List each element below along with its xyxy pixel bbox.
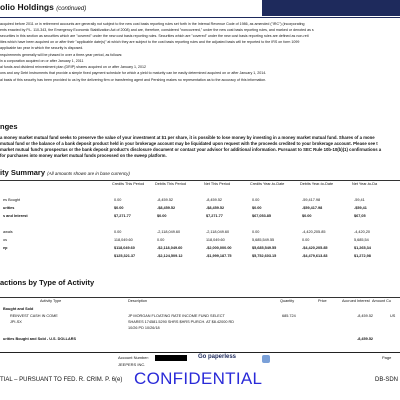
transaction-row-cont2: [0, 326, 400, 333]
transaction-activity: REINVEST CASH IN COME: [10, 314, 58, 318]
summary-cell: $0.00: [252, 206, 262, 210]
confidential-legend: TIAL – PURSUANT TO FED. R. CRIM. P. 6(e): [0, 377, 123, 383]
summary-row-label: ep: [3, 246, 8, 250]
summary-cell: 0.00: [157, 238, 165, 242]
summary-column-header: Debits This Period: [155, 182, 186, 186]
summary-column-header: Credits Year-to-Date: [250, 182, 285, 186]
summary-cell: -$1,999,187.75: [206, 254, 232, 258]
summary-cell: 5,685,549.55: [252, 238, 275, 242]
confidential-stamp: CONFIDENTIAL: [134, 369, 263, 388]
summary-column-header: Credits This Period: [112, 182, 145, 186]
col-description: Description: [128, 299, 147, 303]
summary-row: [0, 230, 400, 237]
page-title: olio Holdings (continued): [0, 2, 87, 12]
summary-cell: -59,41: [354, 198, 365, 202]
transactions-header-row: [0, 299, 400, 306]
basis-note-line: al funds and dividend reinvestment plan (DRIP) shares acquired on or after January 1, 2012: [0, 65, 147, 69]
summary-cell: -$2,124,509.12: [157, 254, 183, 258]
summary-column-header: Debits Year-to-Date: [300, 182, 334, 186]
footer-rule: [0, 352, 400, 353]
col-quantity: Quantity: [280, 299, 295, 303]
transactions-total-amount: -8,459.52: [357, 337, 374, 341]
summary-cell: $67,05: [354, 214, 366, 218]
summary-cell: $0.00: [114, 206, 124, 210]
summary-cell: $67,053.85: [252, 214, 272, 218]
summary-cell: 118,049.60: [206, 238, 225, 242]
summary-cell: -$2,118,049.60: [157, 246, 183, 250]
summary-row: [0, 246, 400, 253]
summary-cell: $1,272,98: [354, 254, 371, 258]
transaction-symbol: JPI-SX: [10, 320, 22, 324]
summary-cell: -$4,420,205.85: [302, 246, 328, 250]
summary-row-label: urities: [3, 206, 15, 210]
summary-cell: -$8,459.52: [206, 206, 225, 210]
transactions-total-row: [0, 337, 400, 344]
basis-note-line: requirements generally will be phased in over a three-year period, as follows:: [0, 53, 123, 57]
go-paperless-badge: Go paperless: [198, 354, 237, 360]
summary-cell: $7,271.77: [206, 214, 223, 218]
account-owner: JEEPERS INC.: [118, 362, 146, 367]
summary-cell: 0.00: [302, 238, 310, 242]
summary-column-header: Net Year-to-Da: [352, 182, 378, 186]
basis-note-line: applicable tax year in which the security is disposed.: [0, 46, 84, 50]
transactions-total-label: urities Bought and Sold - U.S. DOLLARS: [3, 337, 76, 341]
summary-cell: $118,049.60: [114, 246, 135, 250]
basis-note-line: al basis of this security has been provided to us by the delivering firm or transferring agent and Pershing makes no representation as to the accuracy of this information.: [0, 78, 267, 82]
summary-cell: -$2,000,000.00: [206, 246, 232, 250]
transactions-rule: [0, 297, 400, 298]
summary-row-label: awals: [3, 230, 13, 234]
summary-cell: 0.00: [252, 230, 260, 234]
summary-cell: -$59,41: [354, 206, 367, 210]
basis-note-line: in a corporation acquired on or after January 1, 2011: [0, 59, 84, 63]
transaction-quantity: 685.724: [282, 314, 296, 318]
header-bar: [262, 0, 400, 16]
summary-cell: -59,417.98: [302, 198, 321, 202]
changes-line: mutual fund or the balance of a bank deposit product held in your brokerage account may be liquidated upon request with the proceeds credited to your brokerage account. Please see t: [0, 141, 378, 146]
summary-cell: -4,420,20: [354, 230, 371, 234]
basis-note-line: ents enacted by P.L. 110-343, the Emergency Economic Stabilization Act of 2008) and are, therefore, considered "noncovered," under the new cost basis reporting rules, and marked or denoted as s: [0, 28, 314, 32]
col-accrued-interest: Accrued Interest: [342, 299, 370, 303]
summary-cell: -8,459.52: [157, 198, 174, 202]
summary-cell: -2,118,049.60: [157, 230, 181, 234]
summary-column-header: Net This Period: [204, 182, 231, 186]
summary-cell: $0.00: [157, 214, 167, 218]
summary-cell: $5,685,549.55: [252, 246, 277, 250]
summary-row: [0, 254, 400, 261]
summary-cell: $0.00: [302, 214, 312, 218]
pershing-logo-icon: [262, 355, 270, 363]
summary-cell: $1,265,34: [354, 246, 371, 250]
summary-row: [0, 214, 400, 221]
page-label: Page: [382, 355, 392, 360]
changes-line: for purchases into money market mutual funds processed on the sweep platform.: [0, 153, 167, 158]
summary-cell: -$59,417.98: [302, 206, 323, 210]
summary-row: [0, 222, 400, 229]
summary-row-label: os: [3, 238, 8, 242]
summary-cell: 0.00: [114, 230, 122, 234]
summary-cell: $5,752,603.15: [252, 254, 277, 258]
summary-cell: -8,459.52: [206, 198, 223, 202]
summary-cell: $7,271.77: [114, 214, 131, 218]
header-rule: [0, 17, 400, 18]
col-price: Price: [318, 299, 327, 303]
transaction-amount: -8,459.52: [357, 314, 374, 318]
transaction-description-3: 10/26 PD 10/26/18: [128, 326, 160, 330]
basis-note-line: acquired before 2011 or in retirement accounts are generally not subject to the new cost basis reporting rules set forth in the Internal Revenue Code of 1986, as amended ("IRC") (incorporating: [0, 22, 305, 26]
summary-header-row: [0, 182, 400, 189]
summary-row: [0, 198, 400, 205]
activity-summary-heading: ity Summary (All amounts shown are in base currency): [0, 168, 130, 177]
basis-note-line: securities in this section as securities which are "covered" under the new cost basis reporting rules. Securities which are "covered" under the new cost basis reporting rules are defined as non-reti: [0, 34, 309, 38]
summary-cell: $125,321.37: [114, 254, 136, 258]
summary-cell: -4,420,205.85: [302, 230, 326, 234]
summary-cell: 0.00: [252, 198, 260, 202]
summary-row-label: es Bought: [3, 198, 21, 202]
basis-note-line: ons and any Debt Instruments that provide a simple fixed payment schedule for which a yield to maturity can be easily determined acquired on or after January 1, 2014.: [0, 71, 267, 75]
transactions-heading: actions by Type of Activity: [0, 278, 95, 287]
summary-cell: -2,118,049.60: [206, 230, 230, 234]
summary-cell: 118,049.60: [114, 238, 133, 242]
summary-row-label: s and Interest: [3, 214, 28, 218]
summary-cell: 5,685,54: [354, 238, 369, 242]
summary-cell: -$8,459.52: [157, 206, 176, 210]
changes-line: market mutual fund's prospectus or the bank deposit product's disclosure document or contact your advisor for additional information. Pursuant to SEC Rule 10b-10(b)(1) confirmations a: [0, 147, 382, 152]
redaction-box: [155, 355, 187, 361]
col-amount: Amount Cu: [372, 299, 391, 303]
transaction-description: JP MORGAN FLOATING RATE INCOME FUND SELECT: [128, 314, 225, 318]
summary-cell: -$4,479,613.83: [302, 254, 328, 258]
transactions-group-label: Bought and Sold: [3, 307, 34, 311]
summary-row: [0, 190, 400, 197]
changes-heading: nges: [0, 122, 18, 131]
summary-row: [0, 206, 400, 213]
col-activity-type: Activity Type: [40, 299, 62, 303]
account-number-label: Account Number:: [118, 355, 149, 360]
bates-number: DB-SDN: [374, 377, 398, 383]
transaction-currency: US: [390, 314, 396, 318]
summary-row: [0, 238, 400, 245]
summary-rule: [0, 180, 400, 181]
summary-cell: 0.00: [114, 198, 122, 202]
transaction-description-2: SHARES 174581.5290 SHRS $HRS PURCH. AT $8.42000 RD: [128, 320, 235, 324]
changes-line: a money market mutual fund seeks to preserve the value of your investment at $1 per share, it is possible to lose money by investing in a money market mutual fund. Shares of a mone: [0, 135, 375, 140]
basis-note-line: ities which have been acquired on or after their "applicable date(s)" at which they are subject to the cost basis reporting rules and the adjusted basis will be reported to the IRS on form 1099: [0, 40, 300, 44]
